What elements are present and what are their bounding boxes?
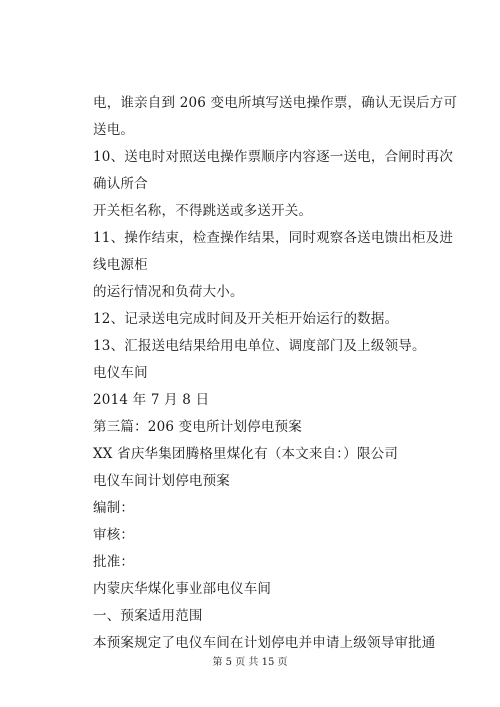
text-line-9: 12、记录送电完成时间及开关柜开始运行的数据。	[93, 311, 399, 327]
text-line-21: 本预案规定了电仪车间在计划停电并申请上级领导审批通	[93, 635, 436, 651]
text-line-8: 的运行情况和负荷大小。	[93, 284, 244, 300]
text-line-19: 内蒙庆华煤化事业部电仪车间	[93, 581, 272, 597]
text-line-20: 一、预案适用范围	[93, 608, 203, 624]
text-line-16: 编制：	[93, 500, 135, 516]
text-line-18: 批准：	[93, 554, 135, 570]
text-line-3: 10、送电时对照送电操作票顺序内容逐一送电，合闸时再次	[93, 149, 454, 165]
text-line-10: 13、汇报送电结果给用电单位、调度部门及上级领导。	[93, 338, 426, 354]
text-line-2: 送电。	[93, 122, 135, 138]
text-line-5: 开关柜名称，不得跳送或多送开关。	[93, 203, 313, 219]
text-line-11: 电仪车间	[93, 365, 148, 381]
text-line-12: 2014 年 7 月 8 日	[93, 392, 210, 408]
text-line-4: 确认所合	[93, 176, 148, 192]
text-line-6: 11、操作结束，检查操作结果，同时观察各送电馈出柜及进	[93, 230, 454, 246]
text-line-13: 第三篇：206 变电所计划停电预案	[93, 419, 302, 435]
text-line-17: 审核：	[93, 527, 135, 543]
text-line-14: XX 省庆华集团腾格里煤化有（本文来自：）限公司	[93, 446, 399, 462]
text-line-1: 电，谁亲自到 206 变电所填写送电操作票，确认无误后方可	[93, 95, 458, 111]
text-line-15: 电仪车间计划停电预案	[93, 473, 230, 489]
page-number-footer: 第 5 页 共 15 页	[212, 657, 288, 668]
text-line-7: 线电源柜	[93, 257, 148, 273]
